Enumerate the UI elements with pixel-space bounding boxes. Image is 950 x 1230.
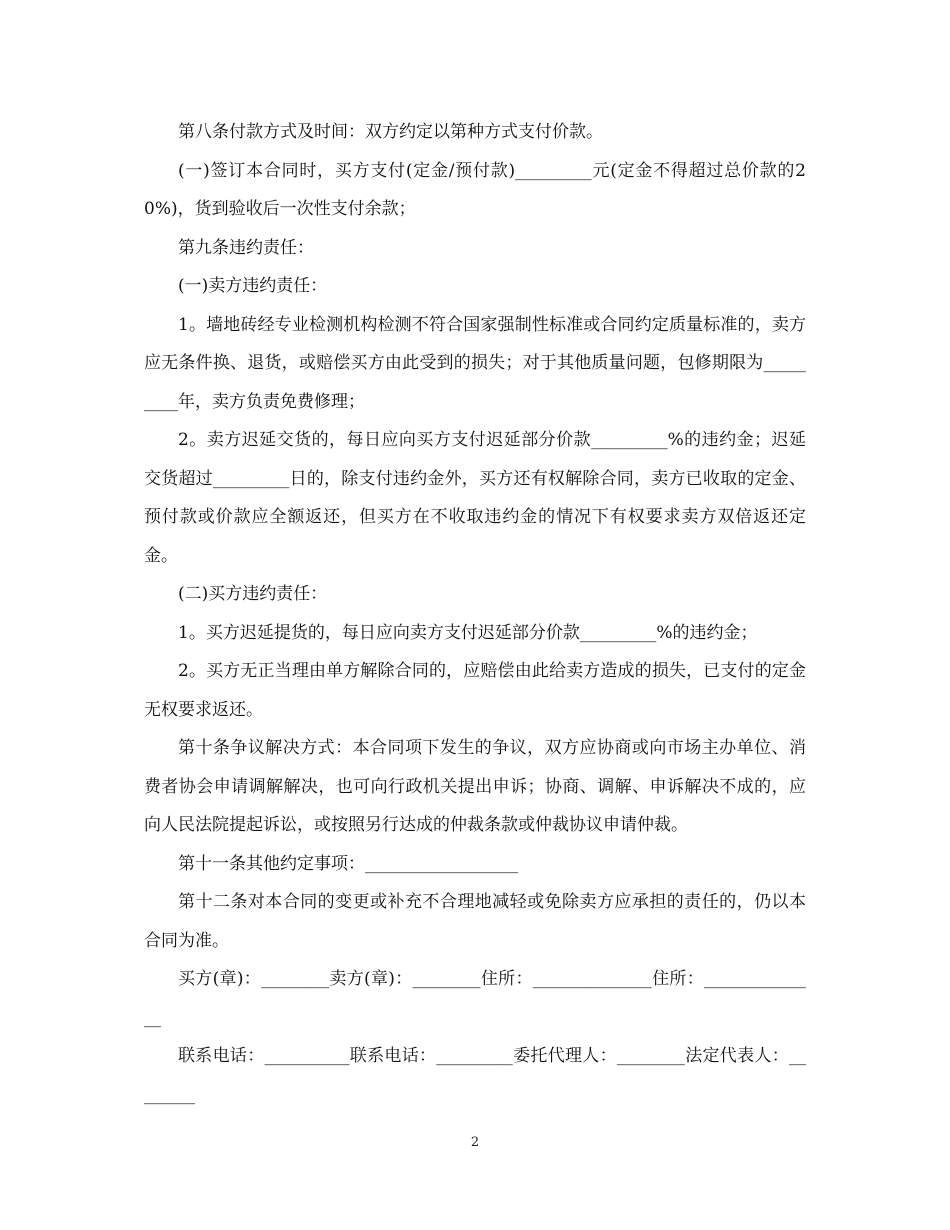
paragraph-article-11: 第十一条其他约定事项：__________________: [178, 853, 518, 874]
paragraph-seller-liability-1: 1。墙地砖经专业检测机构检测不符合国家强制性标准或合同约定质量标准的，卖方应无条件换、退货，或赔偿买方由此受到的损失；对于其他质量问题，包修期限为_________年，卖方负责免费修理；: [144, 314, 806, 412]
paragraph-buyer-liability-heading: (二)买方违约责任：: [178, 584, 328, 604]
page-number: 2: [470, 1135, 480, 1150]
paragraph-buyer-liability-2: 2。买方无正当理由单方解除合同的，应赔偿由此给卖方造成的损失，已支付的定金无权要求返还。: [144, 661, 806, 720]
paragraph-article-12: 第十二条对本合同的变更或补充不合理地减轻或免除卖方应承担的责任的，仍以本合同为准。: [144, 892, 806, 951]
paragraph-article-9: 第九条违约责任：: [178, 237, 314, 258]
document-body: [144, 113, 806, 1114]
paragraph-article-10: 第十条争议解决方式：本合同项下发生的争议，双方应协商或向市场主办单位、消费者协会申请调解解决，也可向行政机关提出申诉；协商、调解、申诉解决不成的，应向人民法院提起诉讼，或按照另行达成的仲裁条款或仲裁协议申请仲裁。: [144, 738, 806, 835]
paragraph-article-8: 第八条付款方式及时间：双方约定以第种方式支付价款。: [178, 122, 603, 142]
paragraph-seller-liability-2: 2。卖方迟延交货的，每日应向买方支付迟延部分价款_________%的违约金；迟延交货超过_________日的，除支付违约金外，买方还有权解除合同，卖方已收取的定金、预付款或价款应全额返还，但买方在不收取违约金的情况下有权要求卖方双倍返还定金。: [144, 430, 806, 566]
paragraph-contacts: 联系电话：__________联系电话：_________委托代理人：________法定代表人：________: [144, 1046, 806, 1105]
paragraph-buyer-liability-1: 1。买方迟延提货的，每日应向卖方支付迟延部分价款_________%的违约金；: [178, 622, 758, 643]
paragraph-payment-deposit: (一)签订本合同时，买方支付(定金/预付款)_________元(定金不得超过总价款的20%)，货到验收后一次性支付余款；: [144, 160, 806, 219]
paragraph-seller-liability-heading: (一)卖方违约责任：: [178, 276, 328, 296]
paragraph-signatures: 买方(章)：________卖方(章)：________住所：______________住所：______________: [144, 969, 806, 1028]
